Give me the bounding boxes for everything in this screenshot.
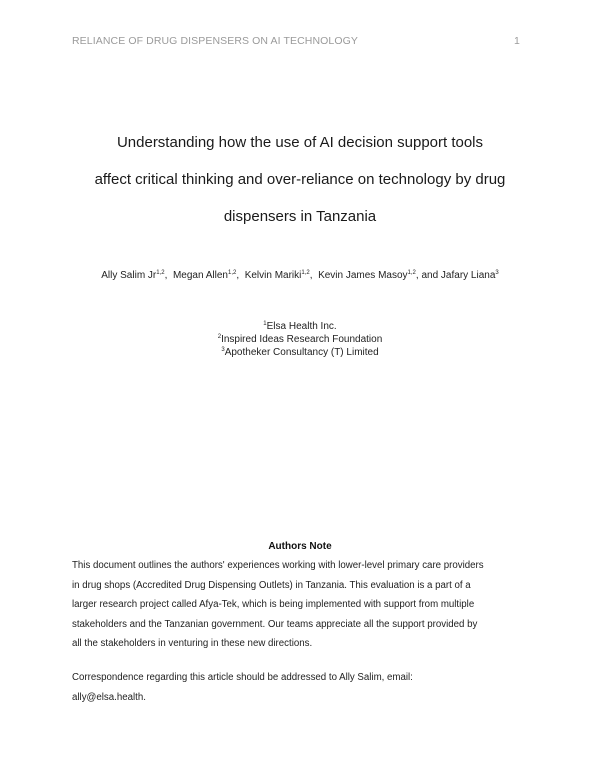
affiliation-name: Apotheker Consultancy (T) Limited <box>224 347 379 358</box>
authors-note-body <box>72 559 542 657</box>
author-affiliation-mark: 3 <box>495 270 499 276</box>
correspondence <box>72 671 542 710</box>
author-separator: , <box>309 270 319 281</box>
affiliation-number: 3 <box>221 347 225 353</box>
title-line: dispensers in Tanzania <box>223 208 377 225</box>
affiliation-number: 2 <box>217 334 222 340</box>
paper-title <box>40 124 560 235</box>
affiliation-item <box>100 331 500 344</box>
title-line: Understanding how the use of AI decision support tools <box>116 134 484 151</box>
running-head: RELIANCE OF DRUG DISPENSERS ON AI TECHNOLOGY <box>72 35 359 47</box>
author-name: Ally Salim Jr <box>101 270 157 281</box>
note-line: in drug shops (Accredited Drug Dispensing Outlets) in Tanzania. This evaluation is a part of a <box>72 579 471 591</box>
author-separator: , and <box>415 270 441 281</box>
note-line: This document outlines the authors' experiences working with lower-level primary care providers <box>72 560 484 571</box>
correspondence-line: Correspondence regarding this article should be addressed to Ally Salim, email: <box>72 672 413 683</box>
note-line: stakeholders and the Tanzanian government. Our teams appreciate all the support provided by <box>72 618 478 630</box>
author-affiliation-mark: 1,2 <box>228 270 237 276</box>
affiliation-item <box>100 318 500 331</box>
author-separator: , <box>236 270 245 281</box>
affiliation-name: Elsa Health Inc. <box>266 321 337 332</box>
affiliation-number: 1 <box>263 321 267 327</box>
note-line: all the stakeholders in venturing in these new directions. <box>72 638 313 649</box>
page-number: 1 <box>514 35 520 47</box>
author-name: Kevin James Masoy <box>318 270 408 281</box>
affiliation-list <box>100 318 500 357</box>
title-line: affect critical thinking and over-reliance on technology by drug <box>94 171 506 188</box>
author-separator: , <box>164 270 173 281</box>
affiliation-item <box>100 344 500 357</box>
author-affiliation-mark: 1,2 <box>301 270 310 276</box>
note-line: larger research project called Afya-Tek, which is being implemented with support from multiple <box>72 599 475 610</box>
affiliation-name: Inspired Ideas Research Foundation <box>221 334 383 345</box>
author-list <box>30 270 570 281</box>
author-name: Jafary Liana <box>440 270 496 281</box>
author-name: Kelvin Mariki <box>244 270 302 281</box>
authors-note-heading: Authors Note <box>268 541 332 552</box>
correspondence-email: ally@elsa.health. <box>72 691 146 703</box>
author-affiliation-mark: 1,2 <box>407 270 416 276</box>
author-affiliation-mark: 1,2 <box>156 270 165 276</box>
author-name: Megan Allen <box>172 270 228 281</box>
